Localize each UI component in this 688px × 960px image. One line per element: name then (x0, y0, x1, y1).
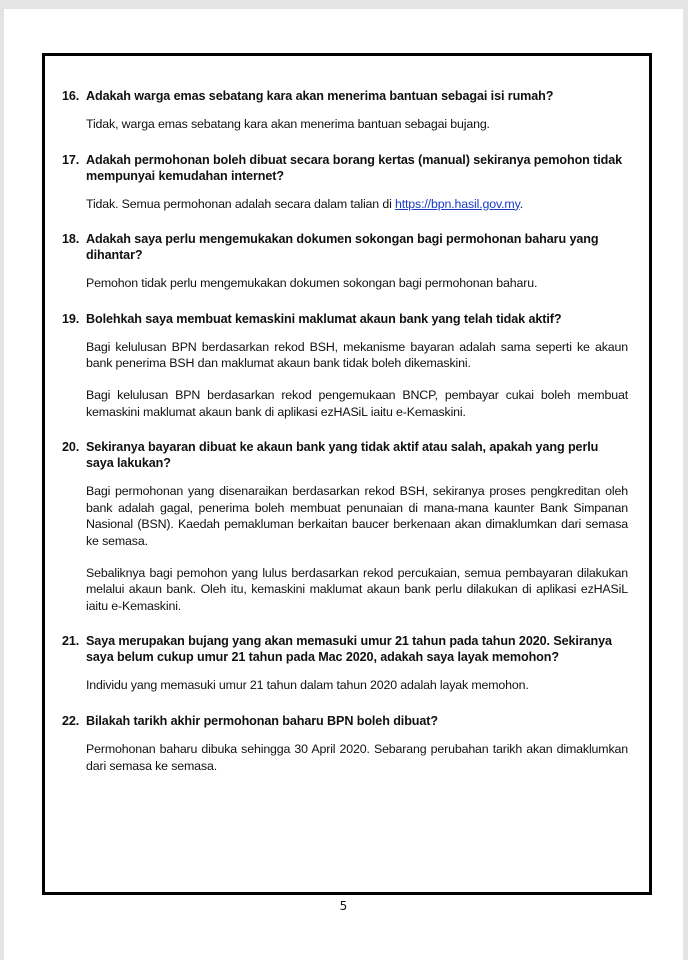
question-text: Adakah saya perlu mengemukakan dokumen sokongan bagi permohonan baharu yang dihantar? (86, 232, 599, 263)
question-number: 16. (62, 89, 80, 103)
answer-text: Individu yang memasuki umur 21 tahun dalam tahun 2020 adalah layak memohon. (86, 678, 529, 693)
faq-item-19 (62, 311, 628, 420)
question (62, 231, 628, 263)
faq-item-21 (62, 633, 628, 694)
answer-paragraph-2: Bagi kelulusan BPN berdasarkan rekod pengemukaan BNCP, pembayar cukai boleh membuat kemaskini maklumat akaun bank di aplikasi ezHASiL iaitu e-Kemaskini. (86, 387, 628, 419)
question-text: Sekiranya bayaran dibuat ke akaun bank yang tidak aktif atau salah, apakah yang perlu saya lakukan? (86, 440, 599, 471)
question (62, 713, 628, 729)
question-number: 22. (62, 713, 80, 728)
answer-text: Tidak, warga emas sebatang kara akan menerima bantuan sebagai bujang. (86, 117, 490, 131)
faq-item-20 (62, 439, 628, 614)
question-text: Bolehkah saya membuat kemaskini maklumat akaun bank yang telah tidak aktif? (86, 311, 562, 326)
faq-item-16 (62, 88, 628, 133)
content-border-frame (42, 53, 652, 895)
faq-item-17 (62, 152, 628, 213)
question (62, 439, 628, 471)
page-number: 5 (339, 899, 348, 913)
answer-prefix: Tidak. Semua permohonan adalah secara dalam talian di (86, 196, 395, 211)
question-text: Saya merupakan bujang yang akan memasuki umur 21 tahun pada tahun 2020. Sekiranya saya belum cukup umur 21 tahun pada Mac 2020, adakah saya layak memohon? (86, 634, 612, 665)
answer-text: Pemohon tidak perlu mengemukakan dokumen sokongan bagi permohonan baharu. (86, 276, 538, 291)
answer-paragraph-1: Bagi kelulusan BPN berdasarkan rekod BSH, mekanisme bayaran adalah sama seperti ke akaun bank penerima BSH dan maklumat akaun bank tidak boleh dikemaskini. (86, 339, 628, 371)
faq-item-18 (62, 231, 628, 292)
question-number: 18. (62, 232, 80, 247)
question-text: Bilakah tarikh akhir permohonan baharu BPN boleh dibuat? (86, 713, 438, 728)
question-text: Adakah permohonan boleh dibuat secara borang kertas (manual) sekiranya pemohon tidak mempunyai kemudahan internet? (86, 152, 623, 183)
document-page (4, 9, 683, 960)
question (62, 88, 628, 104)
faq-list (62, 88, 628, 793)
question-text: Adakah warga emas sebatang kara akan menerima bantuan sebagai isi rumah? (86, 89, 554, 103)
answer-suffix: . (519, 196, 523, 211)
question (62, 633, 628, 665)
question-number: 19. (62, 311, 80, 326)
faq-item-22 (62, 713, 628, 774)
question-number: 21. (62, 634, 80, 649)
question-number: 17. (62, 152, 80, 167)
answer-paragraph-1: Bagi permohonan yang disenaraikan berdasarkan rekod BSH, sekiranya proses pengkreditan oleh bank adalah gagal, penerima boleh membuat penunaian di mana-mana kaunter Bank Simpanan Nasional (BSN). Kaedah pemakluman berkaitan baucer berkenaan akan dimaklumkan dari semasa ke semasa. (86, 484, 628, 548)
question (62, 152, 628, 184)
answer-paragraph-2: Sebaliknya bagi pemohon yang lulus berdasarkan rekod percukaian, semua pembayaran dilakukan melalui akaun bank. Oleh itu, kemaskini maklumat akaun bank perlu dilakukan di aplikasi ezHASiL iaitu e-Kemaskini. (86, 565, 628, 613)
answer-text: Permohonan baharu dibuka sehingga 30 April 2020. Sebarang perubahan tarikh akan dimaklumkan dari semasa ke semasa. (86, 741, 628, 773)
question (62, 311, 628, 327)
bpn-website-link[interactable]: https://bpn.hasil.gov.my (394, 196, 520, 211)
answer-text (86, 196, 628, 213)
question-number: 20. (62, 440, 80, 455)
